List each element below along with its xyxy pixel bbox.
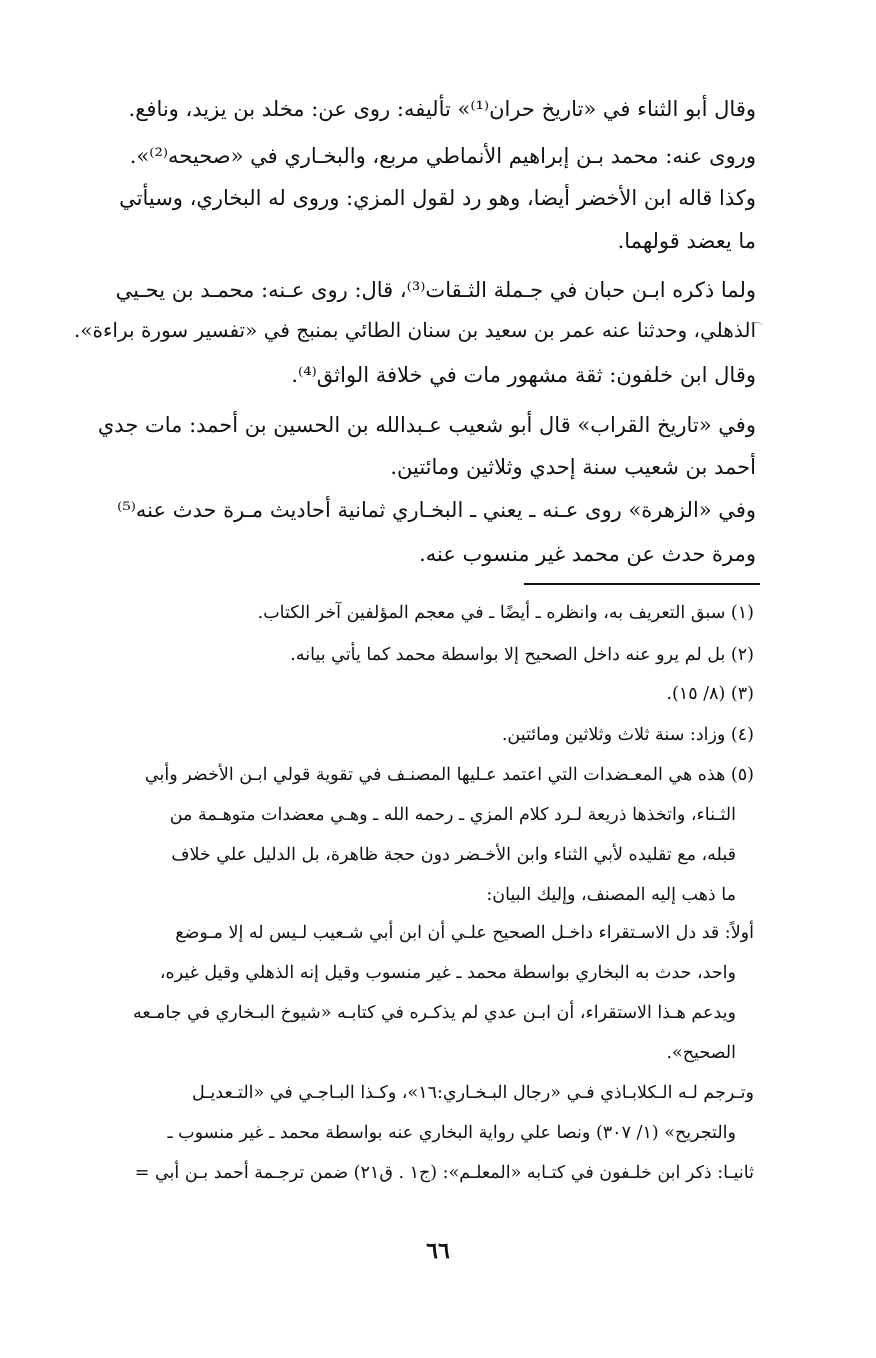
footnote-5-line-6: واحد، حدث به البخاري بواسطة محمد ـ غير منسوب وقيل إنه الذهلي وقيل غيره،: [159, 963, 736, 983]
body-line-8: وفي «تاريخ القراب» قال أبو شعيب عـبدالله بن الحسين بن أحمد: مات جدي: [97, 413, 756, 437]
footnote-5-line-2: الثـناء، واتخذها ذريعة لـرد كلام المزي ـ رحمه الله ـ وهـي معضدات متوهـمة من: [169, 805, 736, 825]
body-line-1: وقال أبو الثناء في «تاريخ حران⁽¹⁾» تأليفه: روى عن: مخلد بن يزيد، ونافع.: [128, 97, 756, 121]
footnote-divider: [524, 583, 760, 585]
footnote-5-line-5: أولاً: قد دل الاسـتقراء داخـل الصحيح علـي أن ابن أبي شـعيب لـيس له إلا مـوضع: [175, 923, 754, 943]
footnote-3: (٣) (٨/ ١٥).: [666, 684, 754, 704]
margin-mark: [749, 322, 763, 331]
footnote-5-line-8: الصحيح».: [666, 1043, 736, 1063]
footnote-5-line-11: ثانيـا: ذكر ابن خلـفون في كتـابه «المعلـم»: (ج١ . ق٢١) ضمن ترجـمة أحمد بـن أبي =: [134, 1163, 754, 1183]
footnote-1: (١) سبق التعريف به، وانظره ـ أيضًا ـ في معجم المؤلفين آخر الكتاب.: [257, 603, 754, 623]
body-line-7: وقال ابن خلفون: ثقة مشهور مات في خلافة الواثق⁽⁴⁾.: [291, 363, 756, 387]
footnote-5-line-7: ويدعم هـذا الاستقراء، أن ابـن عدي لم يذكـره في كتابـه «شيوخ البـخاري في جامـعه: [133, 1003, 736, 1023]
footnote-5-line-9: وتـرجم لـه الـكلابـاذي فـي «رجال البـخـاري:١٦»، وكـذا البـاجـي في «التـعديـل: [192, 1083, 754, 1103]
footnote-4: (٤) وزاد: سنة ثلاث وثلاثين ومائتين.: [501, 725, 754, 745]
footnote-2: (٢) بل لم يرو عنه داخل الصحيح إلا بواسطة محمد كما يأتي بيانه.: [290, 645, 754, 665]
page-number: ٦٦: [426, 1238, 450, 1264]
body-line-10: وفي «الزهرة» روى عـنه ـ يعني ـ البخـاري ثمانية أحاديث مـرة حدث عنه⁽⁵⁾: [117, 498, 756, 522]
body-line-3: وكذا قاله ابن الأخضر أيضا، وهو رد لقول المزي: وروى له البخاري، وسيأتي: [119, 186, 756, 210]
body-line-4: ما يعضد قولهما.: [617, 229, 756, 253]
body-line-5: ولما ذكره ابـن حبان في جـملة الثـقات⁽³⁾، قال: روى عـنه: محمـد بن يحـيي: [115, 278, 756, 302]
footnote-5-line-10: والتجريح» (١/ ٣٠٧) ونصا علي رواية البخاري عنه بواسطة محمد ـ غير منسوب ـ: [167, 1123, 736, 1143]
body-line-2: وروى عنه: محمد بـن إبراهيم الأنماطي مربع، والبخـاري في «صحيحه⁽²⁾».: [129, 144, 756, 168]
footnote-5-line-3: قبله، مع تقليده لأبي الثناء وابن الأخـضر دون حجة ظاهرة، بل الدليل علي خلاف: [171, 845, 736, 865]
footnote-5-line-1: (٥) هذه هي المعـضدات التي اعتمد عـليها المصنـف في تقوية قولي ابـن الأخضر وأبي: [144, 765, 754, 785]
body-line-9: أحمد بن شعيب سنة إحدي وثلاثين ومائتين.: [390, 455, 756, 479]
body-line-11: ومرة حدث عن محمد غير منسوب عنه.: [419, 542, 756, 566]
footnote-5-line-4: ما ذهب إليه المصنف، وإليك البيان:: [486, 885, 736, 905]
body-line-6: الذهلي، وحدثنا عنه عمر بن سعيد بن سنان الطائي بمنبج في «تفسير سورة براءة».: [73, 318, 756, 342]
